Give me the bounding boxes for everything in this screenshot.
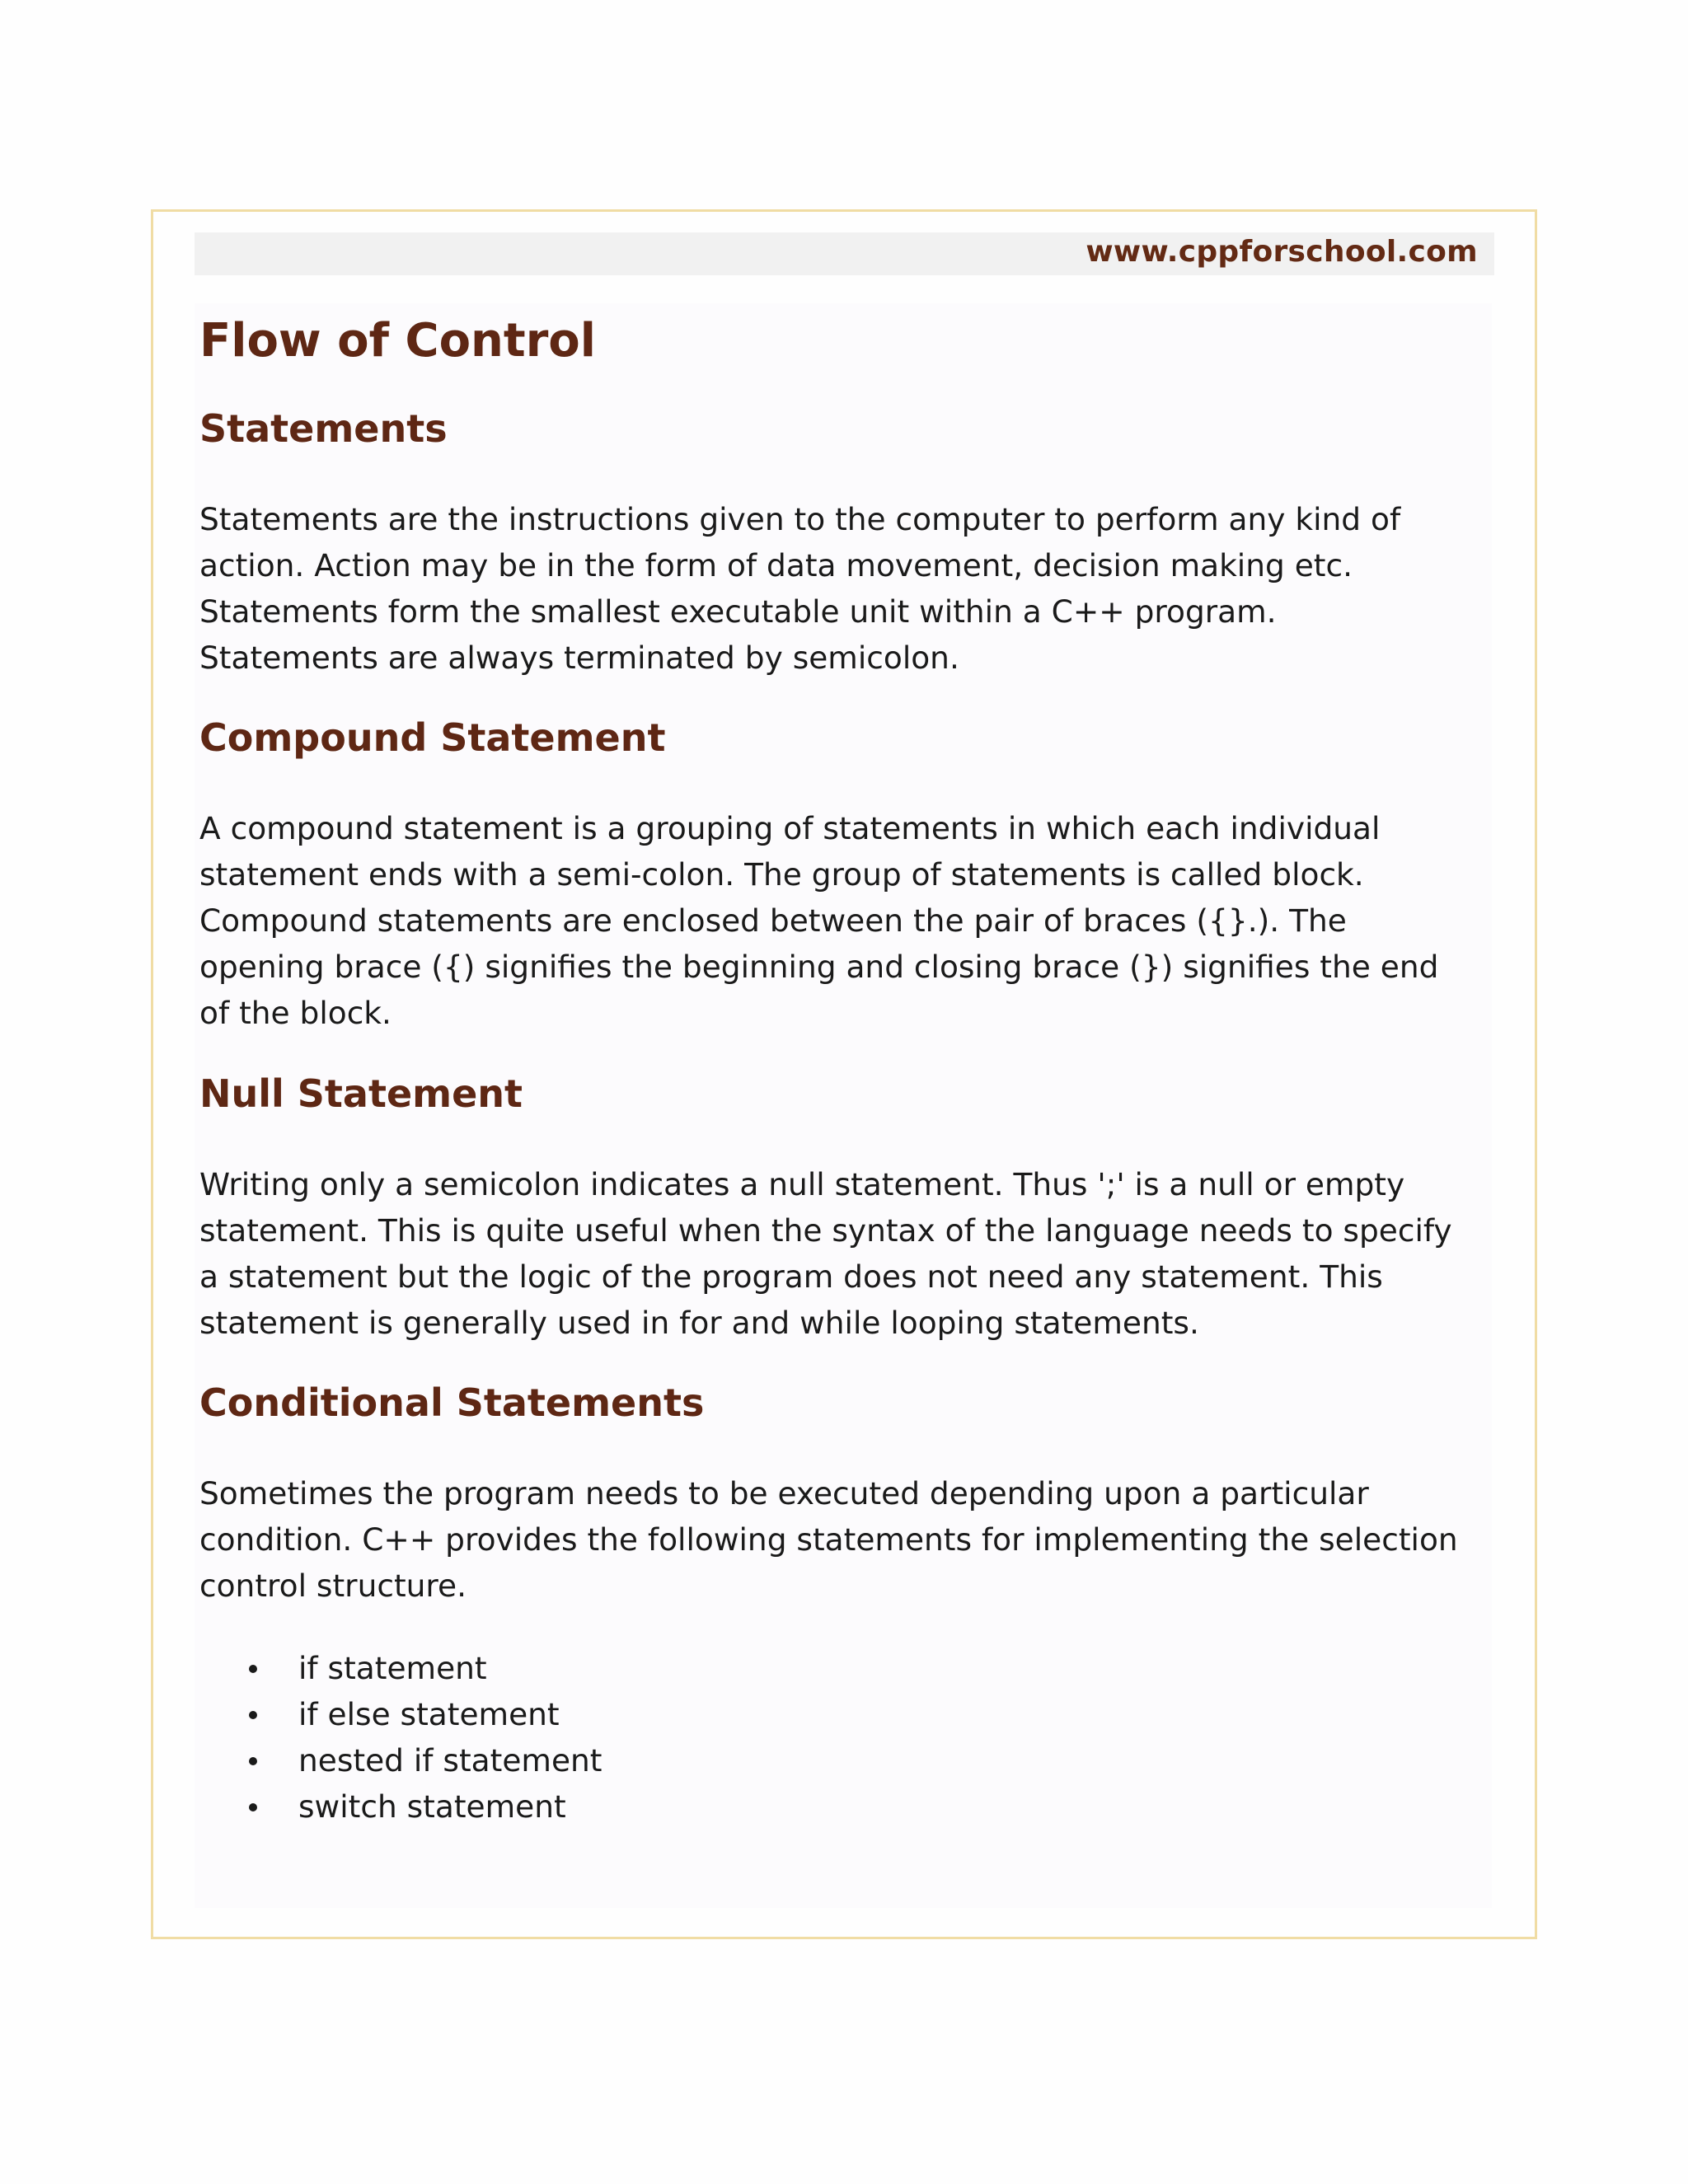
text-line: Statements are the instructions given to the computer to perform any kind of xyxy=(199,501,1401,537)
paragraph-compound-statement xyxy=(199,805,1438,1036)
paragraph-conditional-statements xyxy=(199,1470,1458,1609)
heading-conditional-statements: Conditional Statements xyxy=(199,1380,705,1425)
text-line: Statements form the smallest executable unit within a C++ program. xyxy=(199,593,1277,630)
text-line: statement. This is quite useful when the syntax of the language needs to specify xyxy=(199,1212,1452,1249)
text-line: statement ends with a semi-colon. The group of statements is called block. xyxy=(199,856,1364,893)
article-content xyxy=(195,303,1492,1908)
paragraph-null-statement xyxy=(199,1161,1452,1346)
list-item: switch statement xyxy=(199,1783,602,1830)
text-line: a statement but the logic of the program does not need any statement. This xyxy=(199,1258,1383,1295)
text-line: action. Action may be in the form of data movement, decision making etc. xyxy=(199,547,1353,583)
text-line: control structure. xyxy=(199,1568,467,1604)
site-header-bar xyxy=(195,232,1494,275)
site-url: www.cppforschool.com xyxy=(1085,235,1478,269)
page-title: Flow of Control xyxy=(199,314,596,368)
text-line: statement is generally used in for and while looping statements. xyxy=(199,1305,1199,1341)
paragraph-statements xyxy=(199,496,1400,681)
bullet-icon xyxy=(249,1757,257,1765)
bullet-icon xyxy=(249,1711,257,1719)
heading-statements: Statements xyxy=(199,406,448,451)
text-line: Statements are always terminated by semicolon. xyxy=(199,640,959,676)
text-line: Compound statements are enclosed between the pair of braces ({}.). The xyxy=(199,902,1347,939)
conditional-statements-list xyxy=(199,1645,602,1830)
heading-null-statement: Null Statement xyxy=(199,1071,523,1116)
list-item: if else statement xyxy=(199,1691,602,1737)
bullet-icon xyxy=(249,1665,257,1673)
text-line: opening brace ({) signifies the beginning and closing brace (}) signifies the end xyxy=(199,949,1439,985)
text-line: Writing only a semicolon indicates a null statement. Thus ';' is a null or empty xyxy=(199,1166,1405,1202)
text-line: Sometimes the program needs to be executed depending upon a particular xyxy=(199,1475,1369,1511)
heading-compound-statement: Compound Statement xyxy=(199,715,666,760)
list-item: nested if statement xyxy=(199,1737,602,1783)
text-line: condition. C++ provides the following statements for implementing the selection xyxy=(199,1521,1458,1558)
list-item: if statement xyxy=(199,1645,602,1691)
text-line: A compound statement is a grouping of statements in which each individual xyxy=(199,810,1381,846)
bullet-icon xyxy=(249,1803,257,1811)
text-line: of the block. xyxy=(199,995,392,1031)
